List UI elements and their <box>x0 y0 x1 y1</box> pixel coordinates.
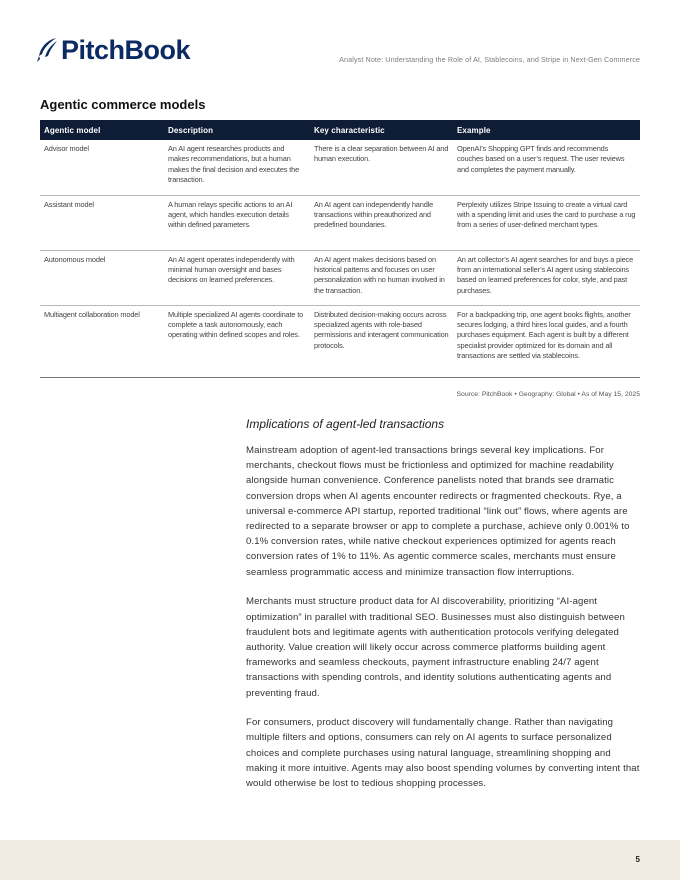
section-title: Agentic commerce models <box>40 97 206 112</box>
example-cell: OpenAI’s Shopping GPT finds and recommends couches based on a user’s request. The user reviews and completes the payment manually. <box>453 140 640 195</box>
table-row <box>40 140 640 195</box>
table-row <box>40 250 640 305</box>
page-footer <box>0 840 680 880</box>
column-header: Agentic model <box>40 120 164 140</box>
characteristic-cell: Distributed decision-making occurs across specialized agents with role-based permissions and interagent communication protocols. <box>310 305 453 377</box>
characteristic-cell: An AI agent can independently handle transactions within preauthorized and predefined boundaries. <box>310 195 453 250</box>
column-header: Key characteristic <box>310 120 453 140</box>
example-cell: For a backpacking trip, one agent books flights, another secures lodging, a third hires local guides, and a fourth purchases equipment. Each agent is built by a different specialist provider optimized for its domain and all transactions are settled via stablecoins. <box>453 305 640 377</box>
agentic-models-table <box>40 120 640 378</box>
article-paragraph: Mainstream adoption of agent-led transactions brings several key implications. For merchants, checkout flows must be frictionless and optimized for machine readability alongside human convenience. Conference panelists noted that brands see dramatic conversion drops when AI agents encounter redirects or fragmented checkouts. Rye, a universal e-commerce API startup, reported traditional “link out” flows, where agents are redirected to a separate browser or app to complete a purchase, achieve only 0.001% to 0.1% conversion rates, while native checkout experiences optimized for agents reach conversion rates of 1% to 11%. As agentic commerce scales, merchants must ensure seamless programmatic access and minimize transaction flow interruptions. <box>246 445 630 578</box>
table-row <box>40 305 640 377</box>
analyst-note-title: Analyst Note: Understanding the Role of AI, Stablecoins, and Stripe in Next-Gen Commerce <box>339 55 640 64</box>
pitchbook-logo <box>36 36 190 64</box>
model-name-cell: Assistant model <box>40 195 164 250</box>
characteristic-cell: There is a clear separation between AI and human execution. <box>310 140 453 195</box>
feather-icon <box>36 37 60 63</box>
page-number: 5 <box>635 855 640 864</box>
example-cell: An art collector’s AI agent searches for and buys a piece from an international seller’s AI agent using stablecoins based on learned preferences for color, style, and past purchases. <box>453 250 640 305</box>
table-row <box>40 195 640 250</box>
characteristic-cell: An AI agent makes decisions based on historical patterns and focuses on user personalization with no human involved in the transaction. <box>310 250 453 305</box>
model-name-cell: Advisor model <box>40 140 164 195</box>
example-cell: Perplexity utilizes Stripe Issuing to create a virtual card with a spending limit and uses the card to purchase a rug from a series of user-defined merchant types. <box>453 195 640 250</box>
article-heading: Implications of agent-led transactions <box>246 417 445 431</box>
article-paragraph: Merchants must structure product data for AI discoverability, prioritizing “AI-agent optimization” in parallel with traditional SEO. Businesses must also distinguish between fraudulent bots and legitimate agents with authentication protocols verifying delegated authority. Value creation will likely occur across commerce platforms building agent frameworks and seamless checkouts, payment infrastructure enabling 24/7 agent transactions with spending controls, and identity solutions authenticating agents and preventing fraud. <box>246 596 625 699</box>
table-header-row <box>40 120 640 140</box>
model-name-cell: Multiagent collaboration model <box>40 305 164 377</box>
logo-wordmark: PitchBook <box>61 35 191 65</box>
table-source-note: Source: PitchBook • Geography: Global • As of May 15, 2025 <box>456 391 640 398</box>
article-section <box>246 417 642 806</box>
article-paragraph: For consumers, product discovery will fundamentally change. Rather than navigating multiple filters and options, consumers can rely on AI agents to surface personalized choices and complete purchases using natural language, streamlining shopping and making it more intuitive. Agents may also boost spending volumes by converting intent that would otherwise be lost to tedious shopping processes. <box>246 717 640 790</box>
column-header: Description <box>164 120 310 140</box>
description-cell: An AI agent researches products and makes recommendations, but a human makes the final decision and executes the transaction. <box>164 140 310 195</box>
description-cell: An AI agent operates independently with minimal human oversight and bases decisions on learned preferences. <box>164 250 310 305</box>
column-header: Example <box>453 120 640 140</box>
page-header <box>0 0 680 80</box>
description-cell: Multiple specialized AI agents coordinate to complete a task autonomously, each operating within defined scopes and roles. <box>164 305 310 377</box>
description-cell: A human relays specific actions to an AI agent, which handles execution details within defined parameters. <box>164 195 310 250</box>
model-name-cell: Autonomous model <box>40 250 164 305</box>
